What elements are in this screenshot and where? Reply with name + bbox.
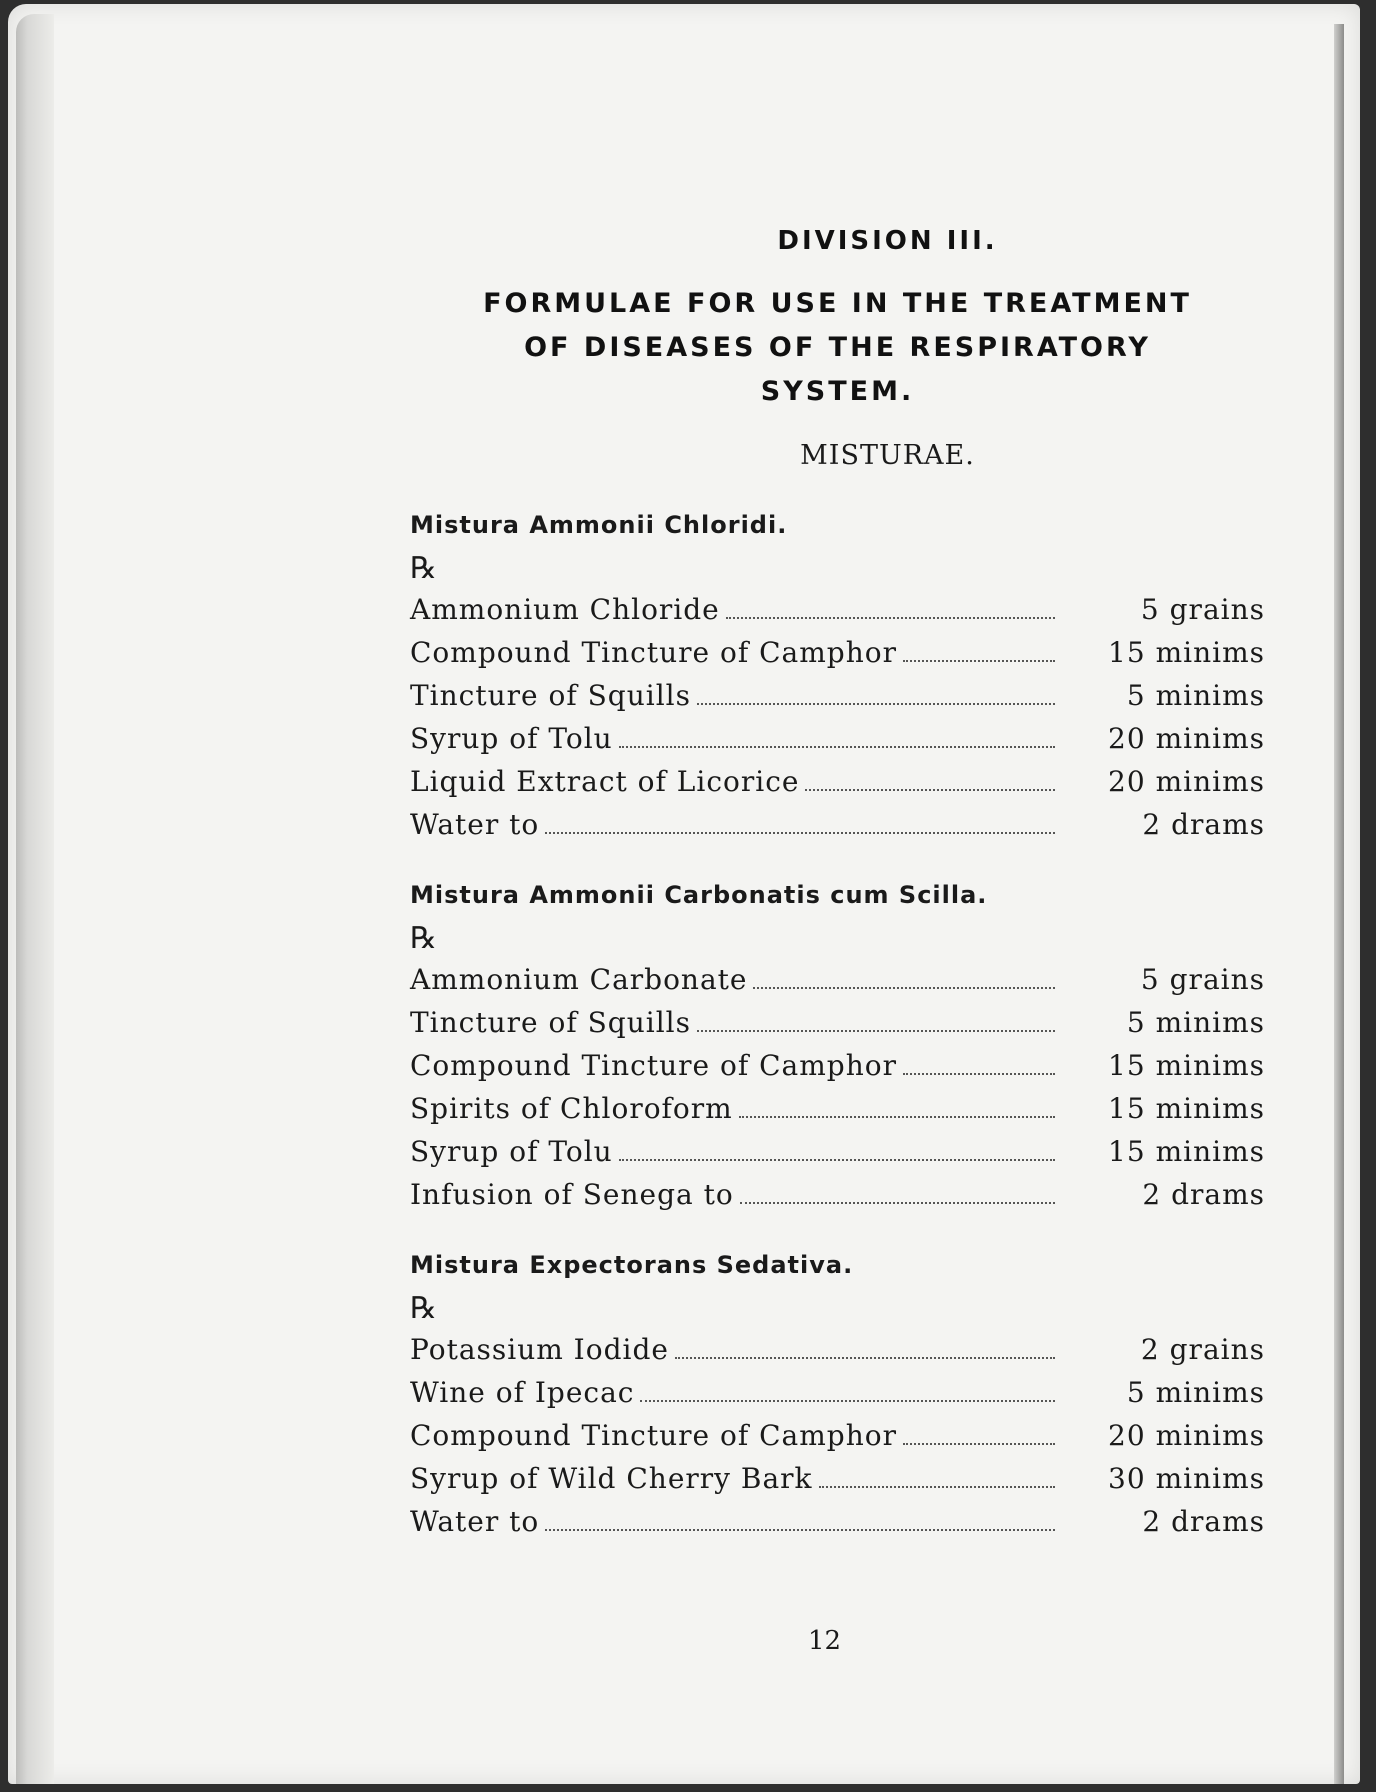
page-number: 12 [808, 1626, 842, 1656]
dot-leader [640, 1400, 1055, 1402]
dot-leader [619, 1159, 1055, 1161]
page-content [410, 226, 1265, 1548]
ingredient-name: Tincture of Squills [410, 679, 691, 712]
dot-leader [805, 789, 1055, 791]
ingredient-name: Syrup of Tolu [410, 1135, 613, 1168]
dot-leader [819, 1486, 1055, 1488]
ingredient-name: Syrup of Tolu [410, 722, 613, 755]
ingredient-row [410, 722, 1265, 765]
division-heading: DIVISION III. [777, 226, 998, 256]
ingredient-name: Potassium Iodide [410, 1333, 669, 1366]
dot-leader [545, 832, 1055, 834]
ingredient-quantity: 20 minims [1108, 722, 1265, 755]
ingredient-row [410, 1006, 1265, 1049]
ingredient-quantity: 2 drams [1142, 808, 1265, 841]
ingredient-row [410, 1135, 1265, 1178]
ingredient-row [410, 1333, 1265, 1376]
ingredient-name: Spirits of Chloroform [410, 1092, 733, 1125]
ingredient-quantity: 20 minims [1108, 1419, 1265, 1452]
ingredient-name: Ammonium Chloride [410, 593, 720, 626]
ingredient-row [410, 1376, 1265, 1419]
ingredient-quantity: 5 grains [1140, 593, 1265, 626]
rx-symbol: ℞ [410, 551, 437, 586]
ingredient-row [410, 1178, 1265, 1221]
ingredient-quantity: 20 minims [1108, 765, 1265, 798]
ingredient-quantity: 15 minims [1108, 1092, 1265, 1125]
formula [410, 511, 1265, 851]
ingredient-quantity: 5 grains [1140, 963, 1265, 996]
formula-name: Mistura Expectorans Sedativa. [410, 1251, 854, 1279]
ingredient-name: Syrup of Wild Cherry Bark [410, 1462, 813, 1495]
dot-leader [753, 987, 1055, 989]
section-title-line: SYSTEM. [760, 376, 915, 407]
section-title-line: FORMULAE FOR USE IN THE TREATMENT [483, 288, 1192, 319]
page-edge-left [16, 14, 54, 1784]
ingredient-quantity: 15 minims [1108, 1135, 1265, 1168]
section-title [410, 282, 1265, 414]
ingredient-row [410, 1049, 1265, 1092]
ingredient-row [410, 593, 1265, 636]
ingredient-name: Compound Tincture of Camphor [410, 1419, 897, 1452]
ingredient-name: Tincture of Squills [410, 1006, 691, 1039]
ingredient-quantity: 15 minims [1108, 636, 1265, 669]
formula [410, 881, 1265, 1221]
dot-leader [697, 1030, 1055, 1032]
ingredient-name: Water to [410, 808, 540, 841]
dot-leader [545, 1529, 1055, 1531]
dot-leader [697, 703, 1055, 705]
dot-leader [675, 1357, 1055, 1359]
ingredient-name: Wine of Ipecac [410, 1376, 635, 1409]
dot-leader [739, 1116, 1055, 1118]
ingredient-row [410, 808, 1265, 851]
ingredient-quantity: 5 minims [1126, 679, 1265, 712]
ingredient-quantity: 2 drams [1142, 1178, 1265, 1211]
ingredient-name: Water to [410, 1505, 540, 1538]
ingredient-row [410, 1462, 1265, 1505]
dot-leader [903, 660, 1055, 662]
book-page [8, 4, 1360, 1784]
ingredient-row [410, 636, 1265, 679]
formula [410, 1251, 1265, 1548]
ingredient-quantity: 15 minims [1108, 1049, 1265, 1082]
ingredient-row [410, 1092, 1265, 1135]
formula-name: Mistura Ammonii Chloridi. [410, 511, 788, 539]
rx-symbol: ℞ [410, 921, 437, 956]
ingredient-row [410, 679, 1265, 722]
rx-symbol: ℞ [410, 1291, 437, 1326]
dot-leader [619, 746, 1055, 748]
section-title-line: OF DISEASES OF THE RESPIRATORY [524, 332, 1151, 363]
ingredient-name: Liquid Extract of Licorice [410, 765, 800, 798]
dot-leader [740, 1202, 1055, 1204]
ingredient-row [410, 1419, 1265, 1462]
ingredient-quantity: 2 grains [1140, 1333, 1265, 1366]
ingredient-name: Compound Tincture of Camphor [410, 636, 897, 669]
ingredient-quantity: 5 minims [1126, 1006, 1265, 1039]
dot-leader [903, 1073, 1055, 1075]
ingredient-row [410, 765, 1265, 808]
ingredient-quantity: 30 minims [1108, 1462, 1265, 1495]
ingredient-name: Compound Tincture of Camphor [410, 1049, 897, 1082]
ingredient-quantity: 2 drams [1142, 1505, 1265, 1538]
ingredient-row [410, 1505, 1265, 1548]
ingredient-name: Ammonium Carbonate [410, 963, 748, 996]
subheading: MISTURAE. [800, 440, 975, 471]
ingredient-name: Infusion of Senega to [410, 1178, 734, 1211]
dot-leader [903, 1443, 1055, 1445]
page-edge-right [1334, 24, 1344, 1784]
formula-name: Mistura Ammonii Carbonatis cum Scilla. [410, 881, 988, 909]
dot-leader [726, 617, 1055, 619]
ingredient-quantity: 5 minims [1126, 1376, 1265, 1409]
ingredient-row [410, 963, 1265, 1006]
